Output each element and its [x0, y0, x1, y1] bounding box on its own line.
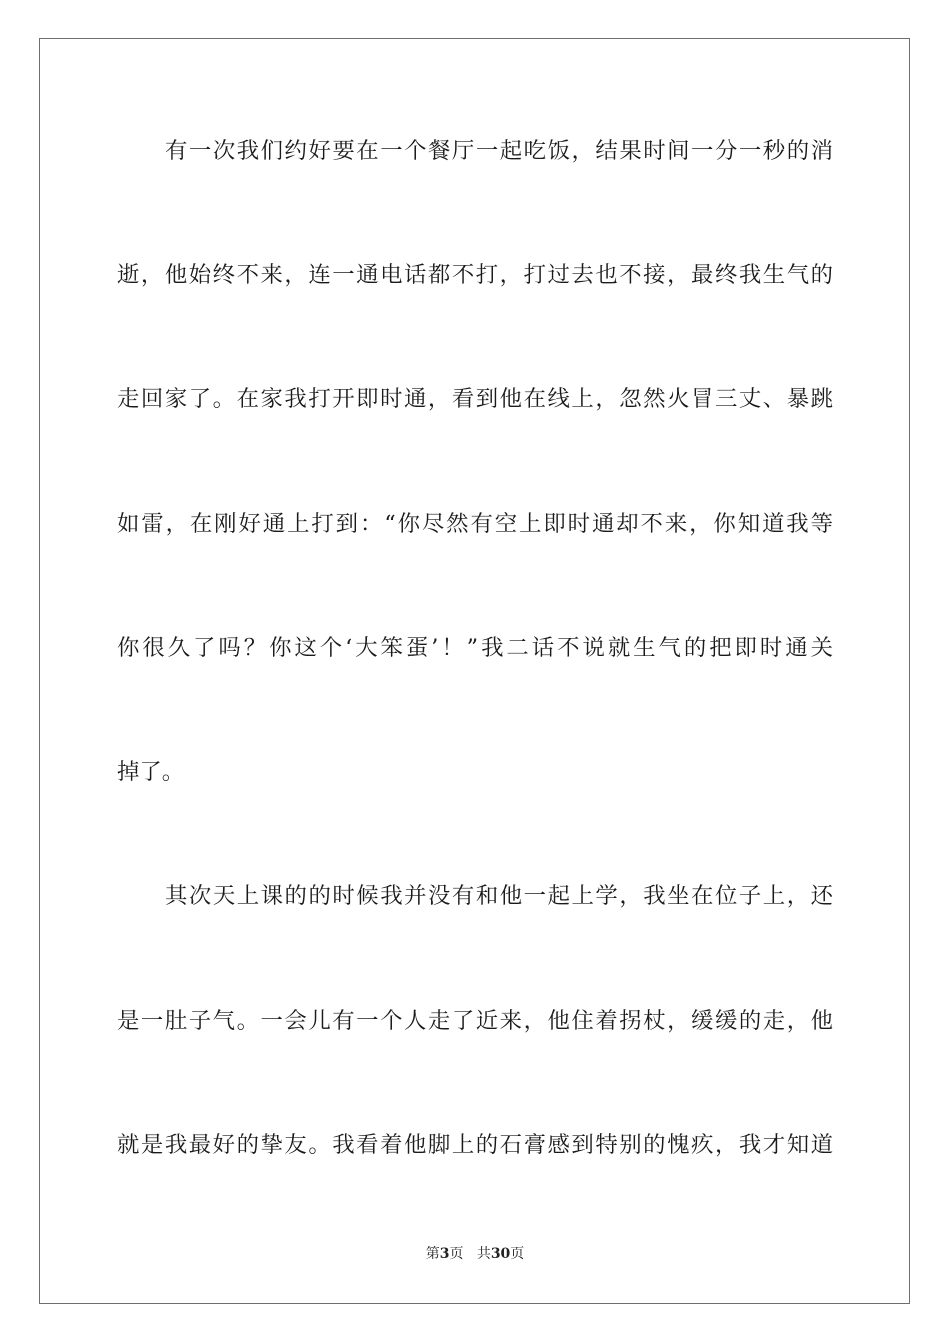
page-number-prefix: 第 — [425, 1246, 440, 1262]
total-pages-suffix: 页 — [510, 1246, 525, 1262]
paragraph-1-line-3: 走回家了。在家我打开即时通，看到他在线上，忽然火冒三丈、暴跳 — [117, 386, 833, 412]
total-page-count: 30 — [490, 1246, 511, 1262]
paragraph-1-line-5: 你很久了吗？你这个‘大笨蛋’！”我二话不说就生气的把即时通关 — [117, 635, 833, 661]
current-page-number: 3 — [439, 1246, 450, 1262]
page-frame — [39, 38, 910, 1304]
total-pages-prefix: 共 — [476, 1246, 491, 1262]
page-footer — [0, 1244, 950, 1264]
paragraph-2-line-1: 其次天上课的的时候我并没有和他一起上学，我坐在位子上，还 — [165, 883, 833, 909]
paragraph-1-line-1: 有一次我们约好要在一个餐厅一起吃饭，结果时间一分一秒的消 — [165, 138, 833, 164]
paragraph-1-line-4: 如雷，在刚好通上打到：“你尽然有空上即时通却不来，你知道我等 — [117, 511, 833, 537]
paragraph-2-line-2: 是一肚子气。一会儿有一个人走了近来，他住着拐杖，缓缓的走，他 — [117, 1008, 833, 1034]
page-number-suffix: 页 — [449, 1246, 464, 1262]
paragraph-1-line-6: 掉了。 — [117, 759, 185, 785]
paragraph-2-line-3: 就是我最好的挚友。我看着他脚上的石膏感到特别的愧疚，我才知道 — [117, 1132, 833, 1158]
paragraph-1-line-2: 逝，他始终不来，连一通电话都不打，打过去也不接，最终我生气的 — [117, 262, 833, 288]
